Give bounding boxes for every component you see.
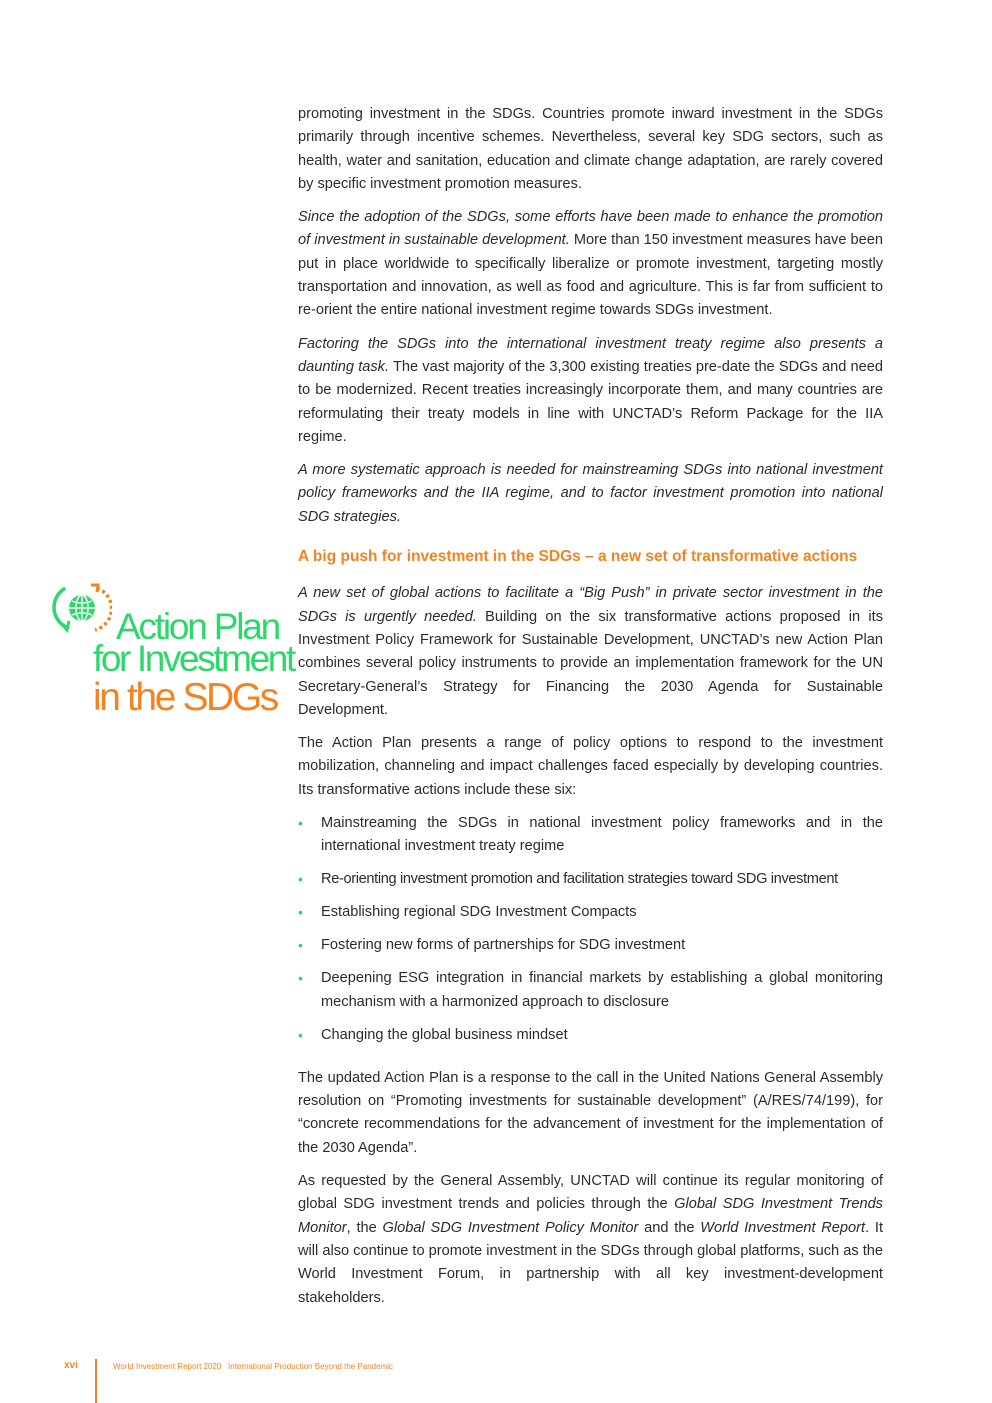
- paragraph-8-text-d: . It will also continue to promote investment in the SDGs through global platforms, such as the World Investment Forum, in partnership with all key investment-development stakeholders.: [298, 1219, 883, 1306]
- list-item-text: Establishing regional SDG Investment Compacts: [321, 904, 637, 921]
- paragraph-8-italic-3: World Investment Report: [700, 1219, 866, 1236]
- main-text-column: [298, 103, 883, 1320]
- globe-cycle-icon: [50, 580, 112, 642]
- paragraph-6: The Action Plan presents a range of policy options to respond to the investment mobilization, channeling and impact challenges faced especially by developing countries. Its transformative actions include these six:: [298, 735, 883, 798]
- paragraph-2-italic: Since the adoption of the SDGs, some efforts have been made to enhance the promotion of investment in sustainable development.: [298, 209, 883, 249]
- list-item: [298, 868, 883, 891]
- paragraph-8-text-b: , the: [346, 1219, 383, 1236]
- paragraph-4: [298, 459, 883, 529]
- list-item: [298, 812, 883, 859]
- list-item-text: Fostering new forms of partnerships for SDG investment: [321, 937, 686, 954]
- bullet-icon: •: [298, 970, 303, 987]
- paragraph-3: [298, 333, 883, 449]
- bullet-icon: •: [298, 1026, 303, 1043]
- list-item-text: Deepening ESG integration in financial markets by establishing a global monitoring mechanism with a harmonized approach to disclosure: [321, 970, 883, 1010]
- paragraph-3-italic: Factoring the SDGs into the international investment treaty regime also presents a daunting task.: [298, 335, 883, 375]
- paragraph-2: [298, 206, 883, 322]
- list-item: [298, 901, 883, 924]
- paragraph-4-italic: A more systematic approach is needed for mainstreaming SDGs into national investment policy frameworks and the IIA regime, and to factor investment promotion into national SDG strategies.: [298, 462, 883, 525]
- bullet-icon: •: [298, 937, 303, 954]
- sidebar-title-line-3: in the SDGs: [93, 676, 277, 719]
- list-item: [298, 967, 883, 1014]
- list-item: [298, 934, 883, 957]
- bullet-icon: •: [298, 815, 303, 832]
- list-item-text: Changing the global business mindset: [321, 1026, 568, 1043]
- paragraph-8-text-a: As requested by the General Assembly, UNCTAD will continue its regular monitoring of global SDG investment trends and policies through the: [298, 1173, 883, 1213]
- transformative-actions-list: [298, 812, 883, 1047]
- paragraph-5-text: Building on the six transformative actions proposed in its Investment Policy Framework for Sustainable Development, UNCTAD’s new Action Plan combines several policy instruments to provide an implementation framework for the UN Secretary-General’s Strategy for Financing the 2030 Agenda for Sustainable Development.: [298, 608, 884, 718]
- paragraph-8-italic-1: Global SDG Investment Trends Monitor: [298, 1196, 883, 1236]
- sidebar-title-line-2: for Investment: [93, 638, 294, 679]
- paragraph-7: The updated Action Plan is a response to the call in the United Nations General Assembly resolution on “Promoting investments for sustainable development” (A/RES/74/199), for “concrete recommendations for the advancement of investment for the implementation of the 2030 Agenda”.: [298, 1069, 883, 1156]
- paragraph-3-text: The vast majority of the 3,300 existing treaties pre-date the SDGs and need to be modernized. Recent treaties increasingly incorporate them, and many countries are reformulating their treaty models in line with UNCTAD’s Reform Package for the IIA regime.: [298, 358, 883, 445]
- footer-title: World Investment Report 2020 International Production Beyond the Pandemic: [113, 1362, 394, 1371]
- paragraph-8-text-c: and the: [638, 1219, 701, 1236]
- section-heading: A big push for investment in the SDGs – a new set of transformative actions: [298, 548, 858, 566]
- footer-divider: [95, 1359, 97, 1403]
- list-item-text: Mainstreaming the SDGs in national investment policy frameworks and in the international investment treaty regime: [321, 815, 883, 855]
- list-item: [298, 1024, 883, 1047]
- paragraph-1: promoting investment in the SDGs. Countries promote inward investment in the SDGs primarily through incentive schemes. Nevertheless, several key SDG sectors, such as health, water and sanitation, education and climate change adaptation, are rarely covered by specific investment promotion measures.: [298, 106, 883, 192]
- sidebar-title-line-1: Action Plan: [116, 606, 279, 647]
- list-item-text: Re-orienting investment promotion and facilitation strategies toward SDG investment: [321, 871, 838, 888]
- paragraph-8-italic-2: Global SDG Investment Policy Monitor: [382, 1219, 639, 1236]
- paragraph-5-italic: A new set of global actions to facilitate a “Big Push” in private sector investment in the SDGs is urgently needed.: [298, 585, 883, 625]
- paragraph-2-text: More than 150 investment measures have been put in place worldwide to specifically liberalize or promote investment, targeting mostly transportation and innovation, as well as food and agriculture. This is far from sufficient to re-orient the entire national investment regime towards SDGs investment.: [298, 232, 883, 319]
- paragraph-8: [298, 1170, 883, 1310]
- bullet-icon: •: [298, 871, 303, 888]
- bullet-icon: •: [298, 904, 303, 921]
- page-number: xvi: [64, 1360, 78, 1371]
- paragraph-5: [298, 582, 883, 722]
